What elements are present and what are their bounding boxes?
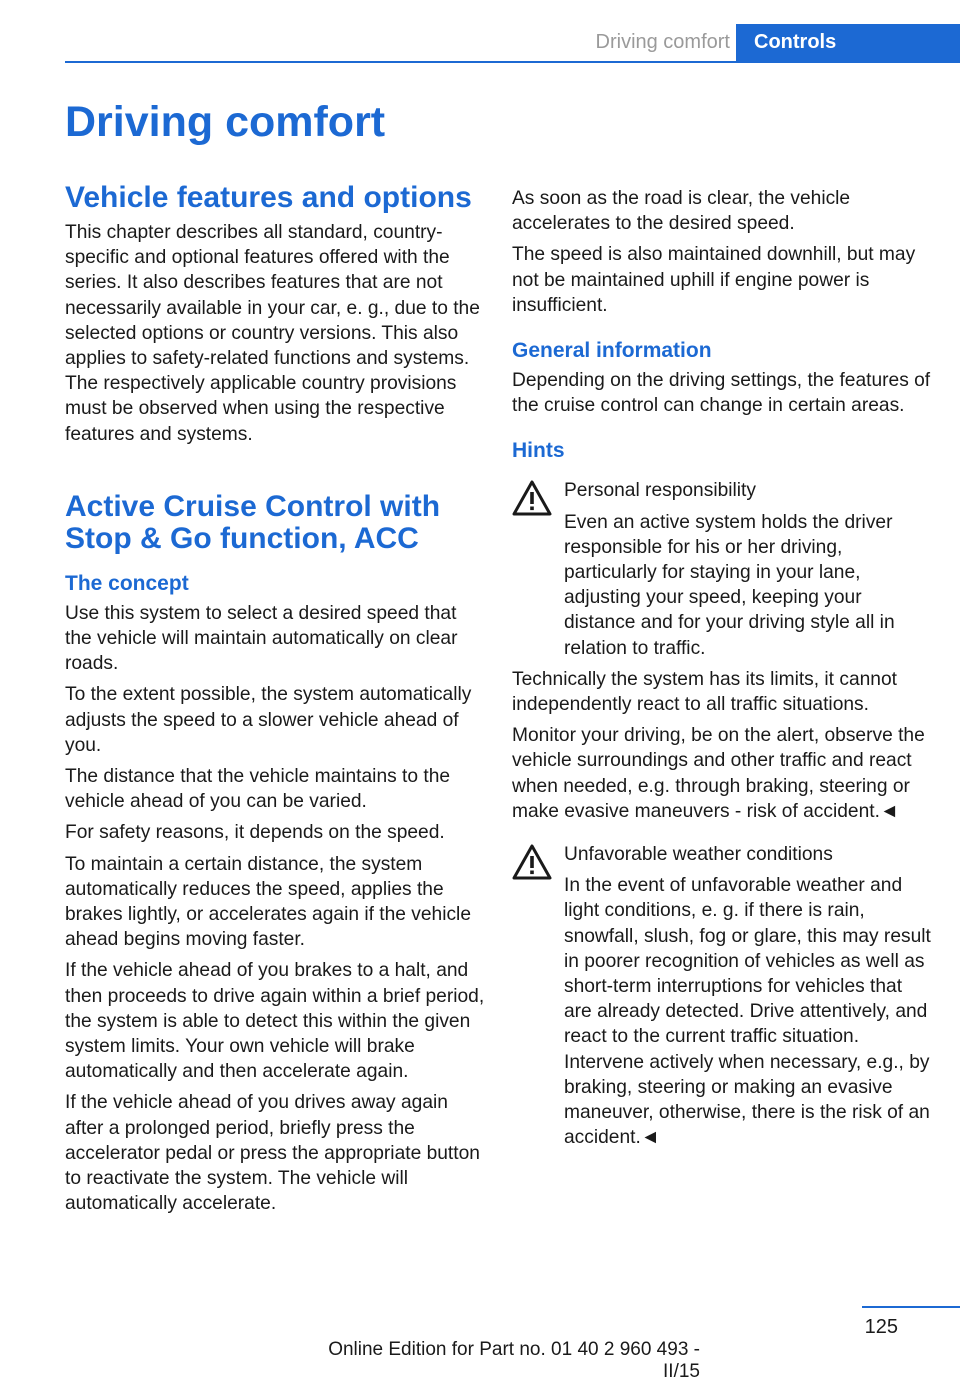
hint-personal-responsibility (512, 478, 932, 824)
heading-general-information: General information (512, 339, 712, 363)
paragraph: As soon as the road is clear, the vehicle accelerates to the desired speed. (512, 188, 851, 235)
hint-text: Technically the system has its limits, it cannot independently react to all traffic situations. (512, 668, 897, 716)
heading-vehicle-features: Vehicle features and options (65, 181, 472, 214)
hint-weather-conditions (512, 842, 932, 1150)
paragraph-general: Depending on the driving settings, the features of the cruise control can change in certain areas. (512, 370, 931, 417)
hint-title: Unfavorable weather conditions (564, 844, 833, 866)
heading-hints: Hints (512, 439, 565, 463)
paragraph: If the vehicle ahead of you brakes to a halt, and then proceeds to drive again within a brief period, the system is able to detect this within the given system limits. Your own vehicle will brake automatically and then accelerate again. (65, 960, 485, 1083)
hint-text: In the event of unfavorable weather and light conditions, e. g. if there is rain, snowfall, slush, fog or glare, this may result in poorer recognition of vehicles as well as short-term interruptions for vehicles that are already detected. Drive attentively, and react to the current traffic situation. Intervene actively when necessary, e.g., by braking, steering or making an evasive maneuver, otherwise, there is the risk of an accident.◄ (564, 875, 931, 1149)
paragraph: The distance that the vehicle maintains to the vehicle ahead of you can be varied. (65, 766, 451, 813)
paragraph-features: This chapter describes all standard, country-specific and optional features offered with the series. It also describes features that are not necessarily available in your car, e. g., due to the selected options or country versions. This also applies to safety-related functions and systems. The respectively applicable country provisions must be observed when using the respective features and systems. (65, 222, 480, 445)
hint-text: Even an active system holds the driver responsible for his or her driving, particularly for staying in your lane, adjusting your speed, keeping your distance and for your driving style all in relation to traffic. (564, 511, 895, 659)
right-column (512, 186, 932, 1151)
heading-concept: The concept (65, 571, 189, 595)
paragraph: To maintain a certain distance, the system automatically reduces the speed, applies the brakes lightly, or accelerates again if the vehicle ahead begins moving faster. (65, 853, 471, 951)
chapter-title: Driving comfort (65, 98, 386, 146)
page-number: 125 (864, 1316, 898, 1338)
heading-acc: Active Cruise Control with Stop & Go function, ACC (65, 489, 441, 555)
paragraph: To the extent possible, the system automatically adjusts the speed to a slower vehicle ahead of you. (65, 684, 472, 756)
running-header-section: Driving comfort (595, 31, 730, 53)
edition-footer: Online Edition for Part no. 01 40 2 960 493 - II/15 (328, 1339, 700, 1382)
page-number-rule (862, 1306, 960, 1308)
hint-title: Personal responsibility (564, 480, 756, 502)
warning-icon (512, 844, 552, 880)
paragraph: The speed is also maintained downhill, but may not be maintained uphill if engine power is insufficient. (512, 244, 916, 316)
paragraph: For safety reasons, it depends on the speed. (65, 822, 445, 844)
warning-icon (512, 480, 552, 516)
running-header-tab: Controls (736, 24, 960, 61)
paragraph: If the vehicle ahead of you drives away again after a prolonged period, briefly press the accelerator pedal or press the appropriate button to reactivate the system. The vehicle will automatically accelerate. (65, 1092, 480, 1215)
left-column (65, 182, 485, 1223)
paragraph: Use this system to select a desired speed that the vehicle will maintain automatically on clear roads. (65, 602, 458, 675)
hint-text: Monitor your driving, be on the alert, observe the vehicle surroundings and other traffic and react when needed, e.g. through braking, steering or make evasive maneuvers - risk of accident.◄ (512, 725, 925, 822)
header-rule (65, 61, 960, 63)
